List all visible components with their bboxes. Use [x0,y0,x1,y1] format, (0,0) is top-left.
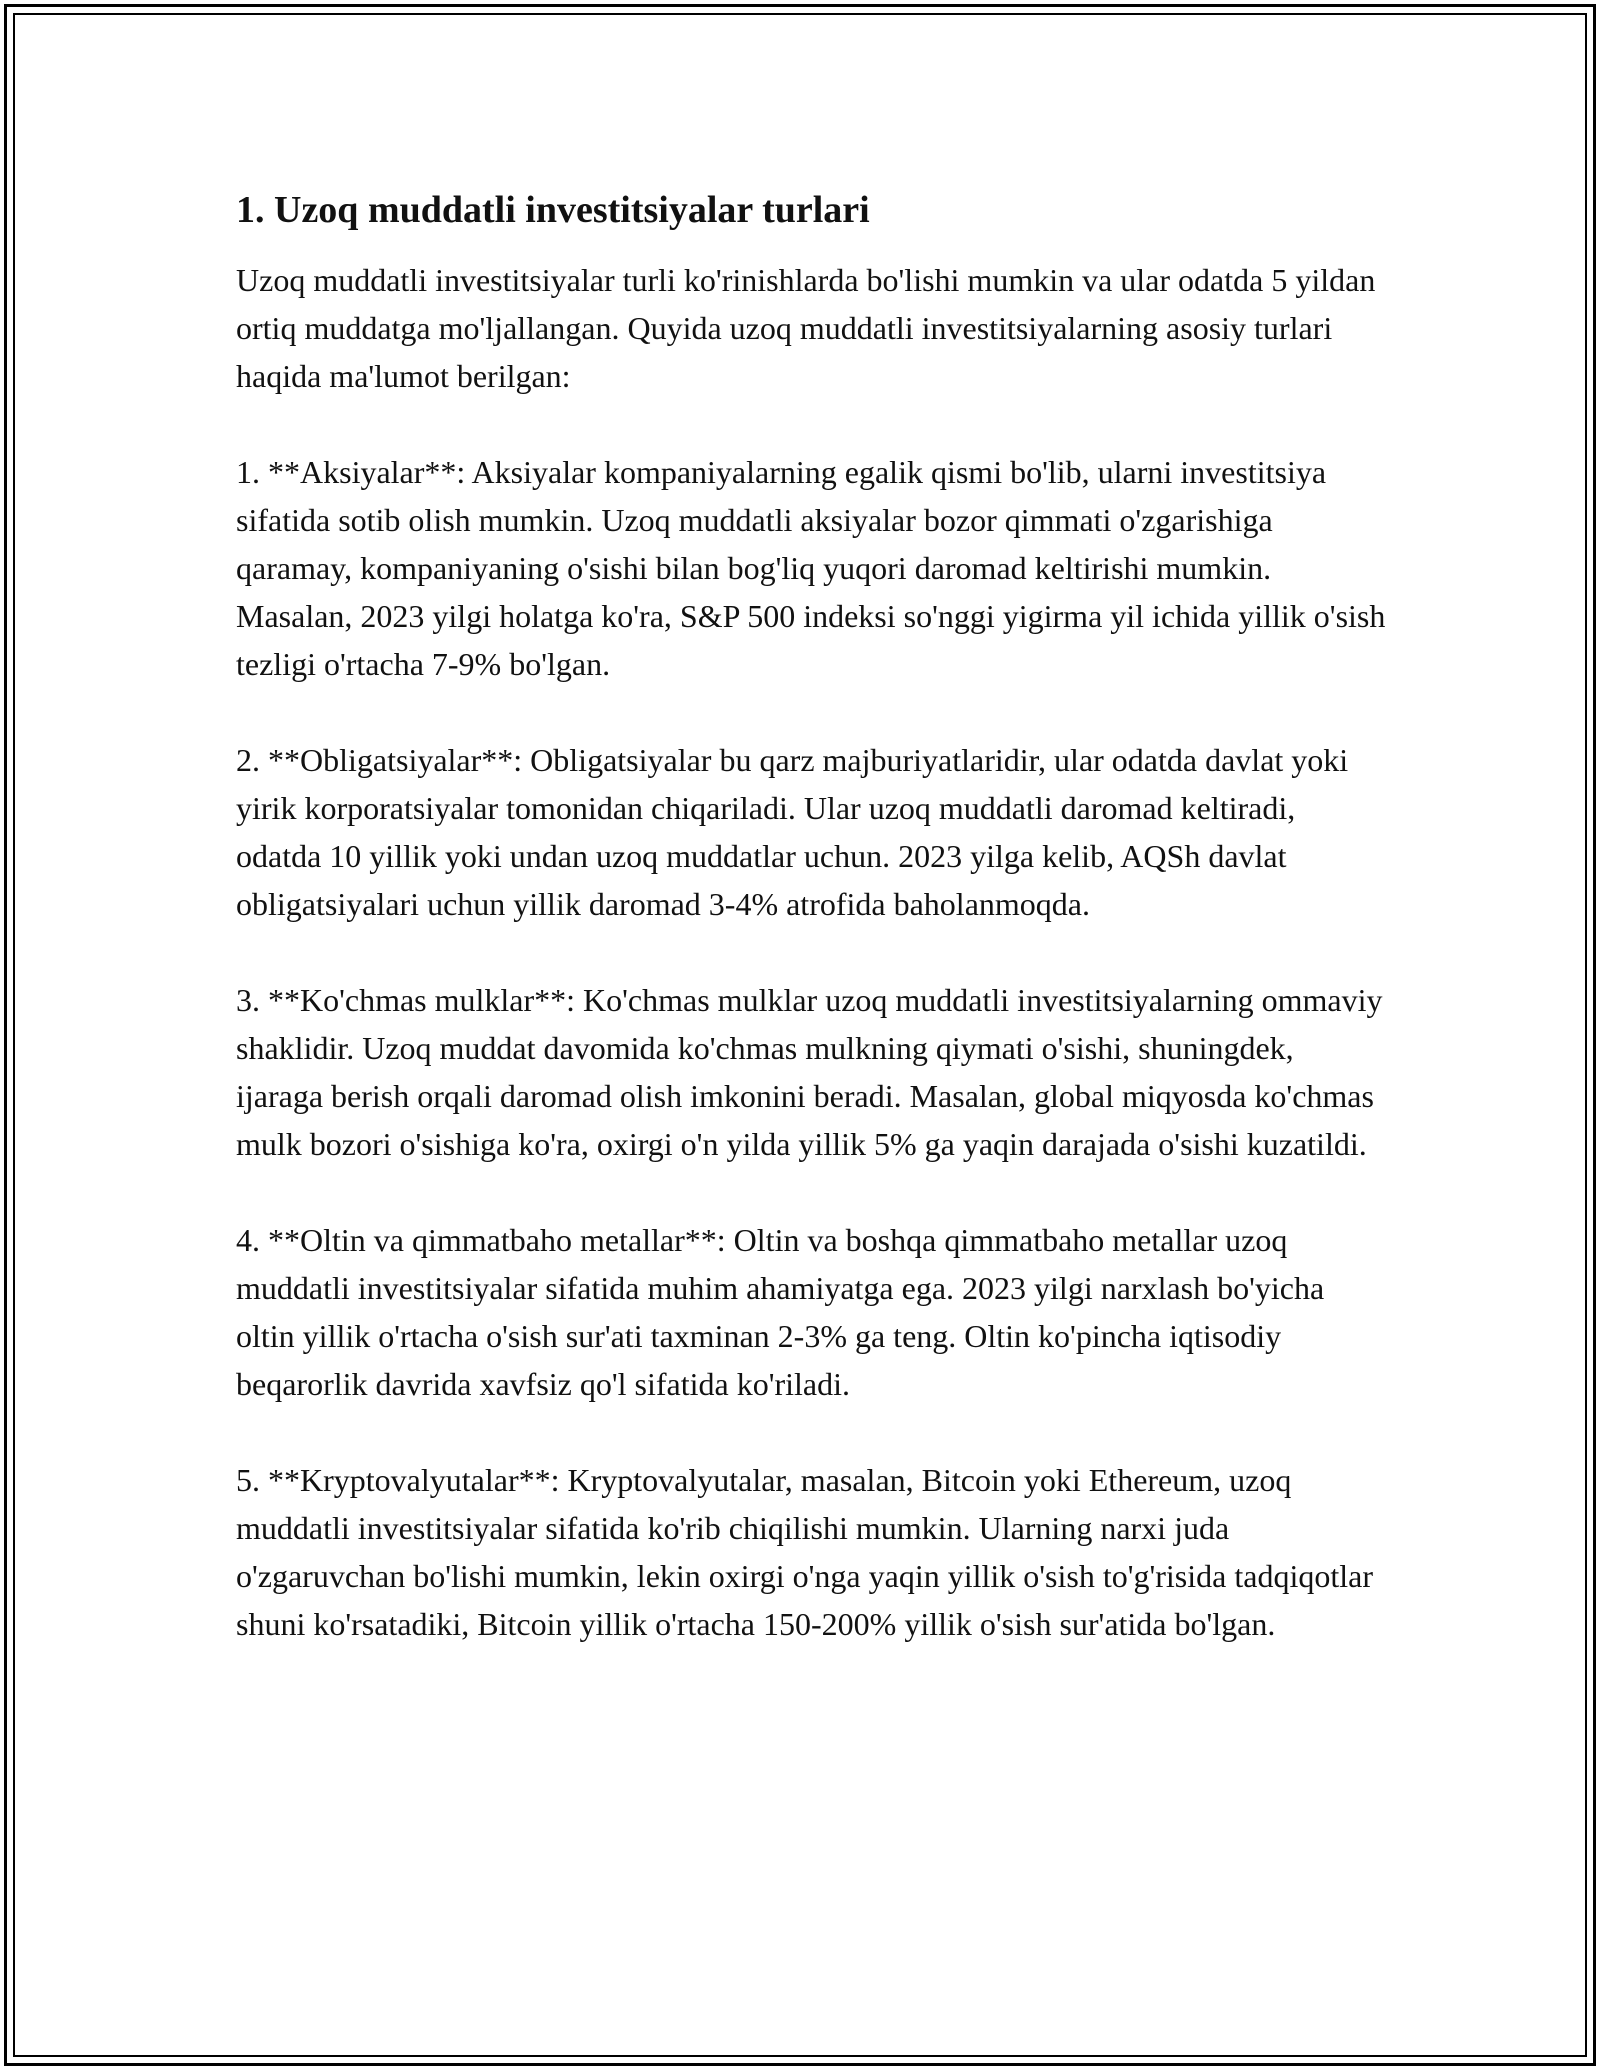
document-title: 1. Uzoq muddatli investitsiyalar turlari [236,189,870,231]
list-item-oltin-metallar: 4. **Oltin va qimmatbaho metallar**: Oltin va boshqa qimmatbaho metallar uzoq muddatli investitsiyalar sifatida muhim ahamiyatga ega. 2023 yilgi narxlash bo'yicha oltin yillik o'rtacha o'sish sur'ati taxminan 2-3% ga teng. Oltin ko'pincha iqtisodiy beqarorlik davrida xavfsiz qo'l sifatida ko'riladi. [236,1222,1325,1402]
document-body [236,186,1386,1648]
list-item-obligatsiyalar: 2. **Obligatsiyalar**: Obligatsiyalar bu qarz majburiyatlaridir, ular odatda davlat yoki yirik korporatsiyalar tomonidan chiqariladi. Ular uzoq muddatli daromad keltiradi, odatda 10 yillik yoki undan uzoq muddatlar uchun. 2023 yilga kelib, AQSh davlat obligatsiyalari uchun yillik daromad 3-4% atrofida baholanmoqda. [236,742,1349,922]
list-item-kochmas-mulklar: 3. **Ko'chmas mulklar**: Ko'chmas mulklar uzoq muddatli investitsiyalarning ommaviy shaklidir. Uzoq muddat davomida ko'chmas mulkning qiymati o'sishi, shuningdek, ijaraga berish orqali daromad olish imkonini beradi. Masalan, global miqyosda ko'chmas mulk bozori o'sishiga ko'ra, oxirgi o'n yilda yillik 5% ga yaqin darajada o'sishi kuzatildi. [236,982,1383,1162]
list-item-kryptovalyutalar: 5. **Kryptovalyutalar**: Kryptovalyutalar, masalan, Bitcoin yoki Ethereum, uzoq muddatli investitsiyalar sifatida ko'rib chiqilishi mumkin. Ularning narxi juda o'zgaruvchan bo'lishi mumkin, lekin oxirgi o'nga yaqin yillik o'sish to'g'risida tadqiqotlar shuni ko'rsatadiki, Bitcoin yillik o'rtacha 150-200% yillik o'sish sur'atida bo'lgan. [236,1462,1373,1642]
list-item-aksiyalar: 1. **Aksiyalar**: Aksiyalar kompaniyalarning egalik qismi bo'lib, ularni investitsiya sifatida sotib olish mumkin. Uzoq muddatli aksiyalar bozor qimmati o'zgarishiga qaramay, kompaniyaning o'sishi bilan bog'liq yuqori daromad keltirishi mumkin. Masalan, 2023 yilgi holatga ko'ra, S&P 500 indeksi so'nggi yigirma yil ichida yillik o'sish tezligi o'rtacha 7-9% bo'lgan. [236,454,1386,682]
intro-paragraph: Uzoq muddatli investitsiyalar turli ko'rinishlarda bo'lishi mumkin va ular odatda 5 yildan ortiq muddatga mo'ljallangan. Quyida uzoq muddatli investitsiyalarning asosiy turlari haqida ma'lumot berilgan: [236,262,1376,394]
